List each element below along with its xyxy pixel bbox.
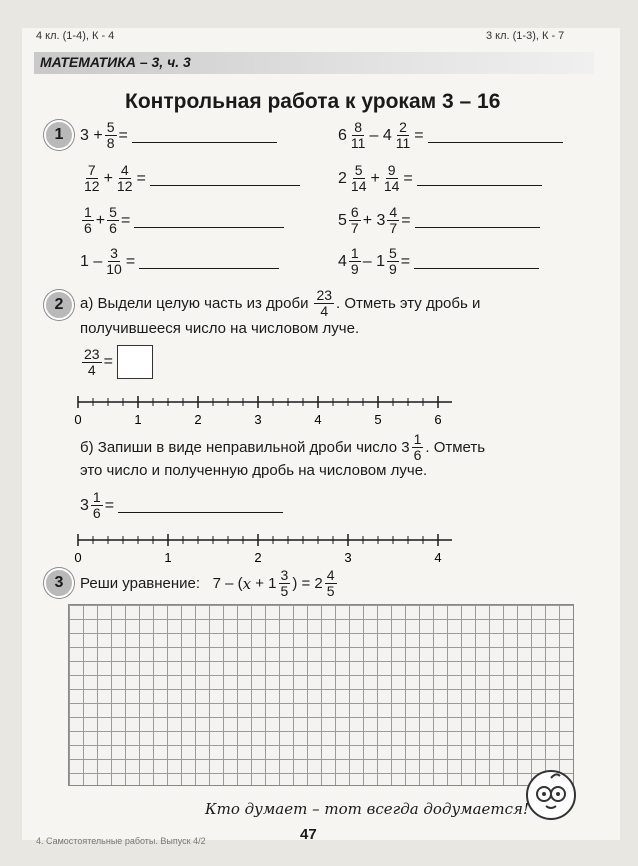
fraction (107, 205, 119, 236)
fraction (325, 568, 337, 599)
motto: Кто думает – тот всегда додумается! (205, 800, 529, 818)
fraction (105, 120, 117, 151)
numerator: 1 (413, 431, 422, 447)
fraction (115, 163, 135, 194)
operator: + (93, 126, 103, 144)
answer-blank[interactable] (139, 254, 279, 269)
numerator: 4 (389, 204, 398, 220)
denominator: 6 (413, 447, 422, 463)
denominator: 9 (350, 261, 359, 277)
numerator: 23 (84, 345, 100, 362)
ray-label: 4 (434, 550, 442, 564)
answer-blank[interactable] (428, 128, 563, 143)
task3-text: Реши уравнение: (80, 575, 201, 592)
header-right: 3 кл. (1-3), К - 7 (486, 30, 565, 42)
answer-blank[interactable] (417, 171, 542, 186)
answer-blank[interactable] (132, 128, 277, 143)
whole: 6 (338, 126, 347, 144)
task1-right-item-1 (338, 120, 563, 151)
owl-mascot-icon (526, 770, 576, 820)
operator: + (362, 211, 373, 229)
whole: 3 (376, 211, 386, 229)
denominator: 12 (116, 178, 133, 194)
denominator: 7 (389, 220, 398, 236)
numerator: 7 (87, 162, 96, 178)
numerator: 5 (109, 204, 117, 220)
ray-label: 0 (74, 550, 82, 564)
header-left: 4 кл. (1-4), К - 4 (36, 30, 115, 42)
numerator: 9 (387, 162, 396, 178)
fraction (91, 490, 103, 521)
denominator: 9 (388, 261, 397, 277)
denominator: 4 (320, 303, 329, 319)
denominator: 4 (87, 361, 96, 378)
denominator: 6 (84, 220, 92, 236)
page-number: 47 (300, 826, 317, 843)
numerator: 8 (354, 119, 363, 135)
equals-sign: = (136, 169, 146, 187)
numerator: 6 (350, 204, 359, 220)
denominator: 6 (92, 505, 101, 521)
task1-left-item-4 (80, 246, 279, 277)
task2-a-line-2: получившееся число на числовом луче. (80, 320, 360, 337)
fraction (82, 347, 102, 378)
subject-label: МАТЕМАТИКА – 3, ч. 3 (40, 54, 191, 70)
numerator: 3 (280, 567, 289, 583)
operator: + (255, 575, 264, 592)
ray-label: 2 (194, 412, 202, 426)
task-3-number: 3 (44, 568, 74, 598)
answer-grid[interactable] (68, 604, 574, 786)
task2-a-text: а) Выдели целую часть из дроби (80, 295, 309, 312)
task2-b-line-2: это число и полученную дробь на числовом луче. (80, 462, 428, 479)
fraction (349, 163, 369, 194)
task2-a-answer (80, 345, 153, 379)
answer-blank[interactable] (118, 498, 283, 513)
task-1-number: 1 (44, 120, 74, 150)
ray-label: 1 (134, 412, 142, 426)
numerator: 5 (354, 162, 363, 178)
denominator: 12 (84, 178, 100, 194)
whole: 1 (80, 252, 89, 270)
fraction (314, 288, 334, 319)
fraction (412, 432, 424, 463)
denominator: 14 (383, 178, 400, 194)
fraction (387, 205, 399, 236)
equation-mid: ) = (292, 575, 311, 592)
equals-sign: = (414, 126, 424, 144)
numerator: 1 (350, 245, 359, 261)
fraction (279, 568, 291, 599)
whole: 4 (382, 126, 392, 144)
equals-sign: = (125, 252, 136, 270)
task1-left-item-3 (80, 205, 284, 236)
operator: – (369, 126, 379, 144)
operator: + (95, 211, 106, 229)
task2-b-line-1 (80, 432, 485, 463)
denominator: 8 (106, 135, 115, 151)
numerator: 23 (316, 287, 333, 303)
task3-equation (80, 568, 339, 599)
ray-label: 3 (344, 550, 352, 564)
numerator: 5 (388, 245, 397, 261)
whole: 3 (80, 496, 89, 514)
numerator: 4 (120, 162, 129, 178)
page-title: Контрольная работа к урокам 3 – 16 (125, 90, 501, 113)
numerator: 3 (110, 245, 118, 261)
task1-right-item-4 (338, 246, 539, 277)
answer-box[interactable] (117, 345, 153, 379)
denominator: 5 (326, 583, 335, 599)
variable-x: x (242, 574, 252, 593)
denominator: 11 (350, 135, 366, 151)
ray-label: 3 (254, 412, 262, 426)
task2-b-answer (80, 490, 283, 521)
whole: 3 (401, 439, 410, 456)
ray-label: 1 (164, 550, 172, 564)
ray-label: 2 (254, 550, 262, 564)
equals-sign: = (400, 252, 411, 270)
operator: + (103, 169, 113, 187)
denominator: 5 (280, 583, 289, 599)
ray-label: 6 (434, 412, 442, 426)
task1-right-item-3 (338, 205, 540, 236)
equals-sign: = (103, 353, 113, 370)
equals-sign: = (401, 211, 411, 229)
fraction (349, 246, 361, 277)
fraction (82, 163, 102, 194)
operator: – (93, 252, 103, 270)
fraction (349, 205, 361, 236)
ray-label: 4 (314, 412, 322, 426)
equals-sign: = (104, 496, 115, 514)
ray-label: 0 (74, 412, 82, 426)
operator: + (370, 169, 380, 187)
task-2-number: 2 (44, 290, 74, 320)
task2-b-text: б) Запиши в виде неправильной дроби число (80, 439, 398, 456)
denominator: 7 (350, 220, 359, 236)
whole: 1 (268, 575, 277, 592)
task2-a-text-end: . Отметь эту дробь и (336, 295, 481, 312)
equals-sign: = (403, 169, 413, 187)
ray-label: 5 (374, 412, 382, 426)
numerator: 1 (84, 204, 92, 220)
answer-blank[interactable] (150, 171, 300, 186)
answer-blank[interactable] (134, 213, 284, 228)
equals-sign: = (120, 211, 131, 229)
denominator: 11 (395, 135, 411, 151)
equals-sign: = (118, 126, 128, 144)
denominator: 10 (106, 261, 122, 277)
operator: – (362, 252, 372, 270)
task1-right-item-2 (338, 163, 542, 194)
footer-note: 4. Самостоятельные работы. Выпуск 4/2 (36, 836, 206, 846)
fraction (382, 163, 402, 194)
whole: 3 (80, 126, 89, 144)
whole: 4 (338, 252, 347, 270)
number-ray-2[interactable] (70, 530, 470, 564)
fraction (394, 120, 413, 151)
task1-left-item-1 (80, 120, 277, 151)
fraction (387, 246, 399, 277)
numerator: 5 (106, 119, 115, 135)
answer-blank[interactable] (414, 254, 539, 269)
numerator: 2 (399, 119, 407, 135)
number-ray-1[interactable] (70, 392, 470, 426)
task2-b-text-end: . Отметь (425, 439, 486, 456)
numerator: 4 (326, 567, 335, 583)
fraction (349, 120, 368, 151)
whole: 2 (314, 575, 323, 592)
denominator: 14 (350, 178, 367, 194)
answer-blank[interactable] (415, 213, 540, 228)
whole: 1 (376, 252, 385, 270)
task2-a-line-1 (80, 288, 480, 319)
denominator: 6 (109, 220, 117, 236)
equation-start: 7 – ( (212, 575, 243, 592)
numerator: 1 (92, 489, 101, 505)
task1-left-item-2 (80, 163, 300, 194)
fraction (82, 205, 94, 236)
fraction (104, 246, 124, 277)
whole: 2 (338, 169, 347, 187)
whole: 5 (338, 211, 347, 229)
